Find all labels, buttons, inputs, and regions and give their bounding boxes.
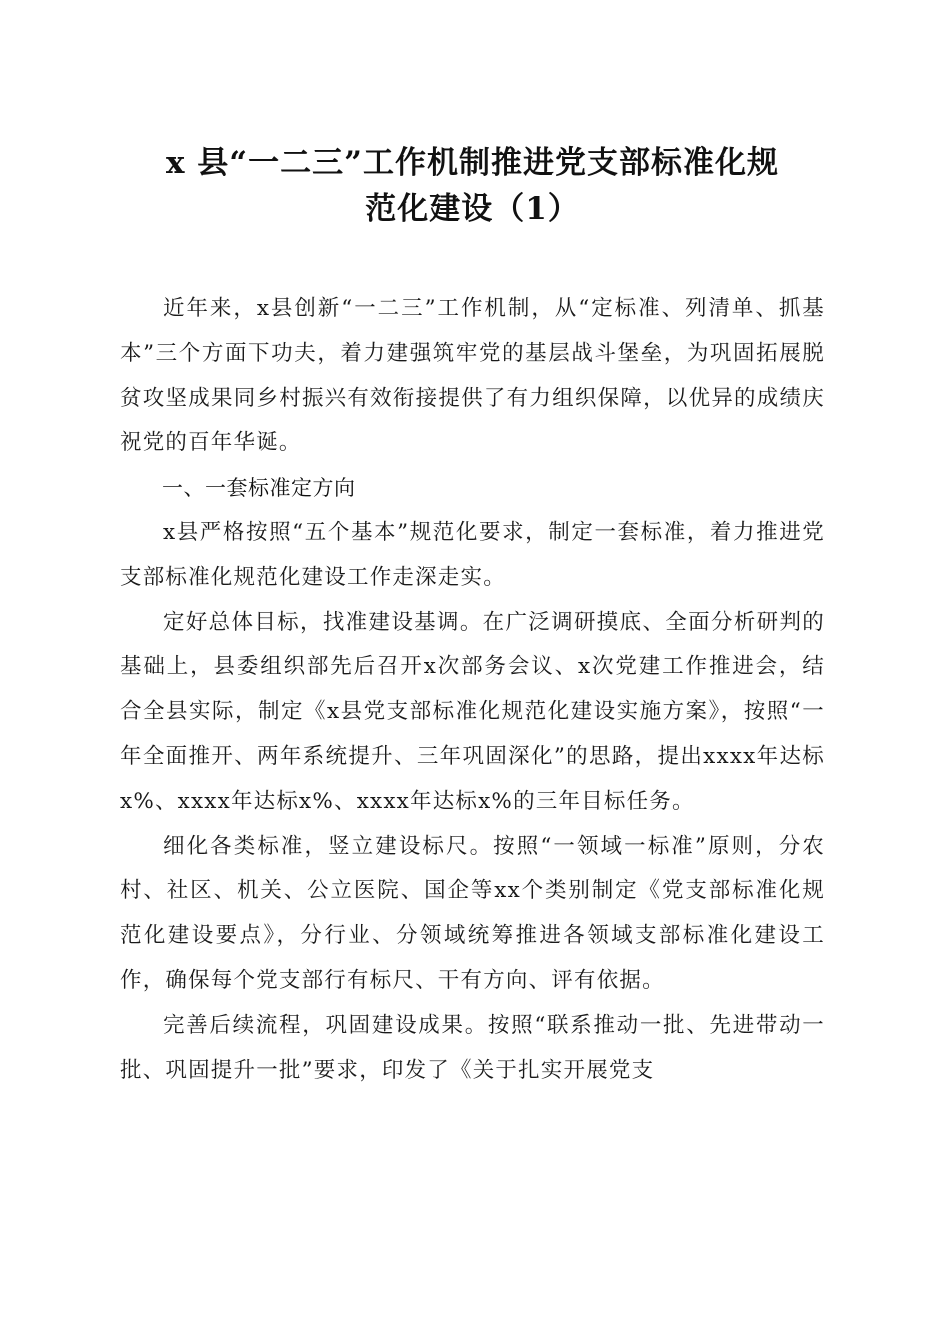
body-paragraph: 定好总体目标，找准建设基调。在广泛调研摸底、全面分析研判的基础上，县委组织部先后召开x次部务会议、x次党建工作推进会，结合全县实际，制定《x县党支部标准化规范化建设实施方案》，按照“一年全面推开、两年系统提升、三年巩固深化”的思路，提出xxxx年达标x%、xxxx年达标x%、xxxx年达标x%的三年目标任务。 [120,609,825,814]
title-line-1: x 县“一二三”工作机制推进党支部标准化规 [166,145,779,181]
body-paragraph: 完善后续流程，巩固建设成果。按照“联系推动一批、先进带动一批、巩固提升一批”要求，印发了《关于扎实开展党支 [120,1012,825,1083]
document-body [120,287,825,1093]
body-paragraph: 细化各类标准，竖立建设标尺。按照“一领域一标准”原则，分农村、社区、机关、公立医院、国企等xx个类别制定《党支部标准化规范化建设要点》，分行业、分领域统筹推进各领域支部标准化建设工作，确保每个党支部行有标尺、干有方向、评有依据。 [120,833,825,993]
section-heading: 一、一套标准定方向 [162,476,356,501]
intro-paragraph: 近年来，x县创新“一二三”工作机制，从“定标准、列清单、抓基本”三个方面下功夫，着力建强筑牢党的基层战斗堡垒，为巩固拓展脱贫攻坚成果同乡村振兴有效衔接提供了有力组织保障，以优异的成绩庆祝党的百年华诞。 [120,296,825,456]
body-paragraph: x县严格按照“五个基本”规范化要求，制定一套标准，着力推进党支部标准化规范化建设工作走深走实。 [120,519,825,590]
document-title [120,140,825,232]
title-line-2: 范化建设（1） [365,191,580,227]
document-page [120,0,825,1093]
